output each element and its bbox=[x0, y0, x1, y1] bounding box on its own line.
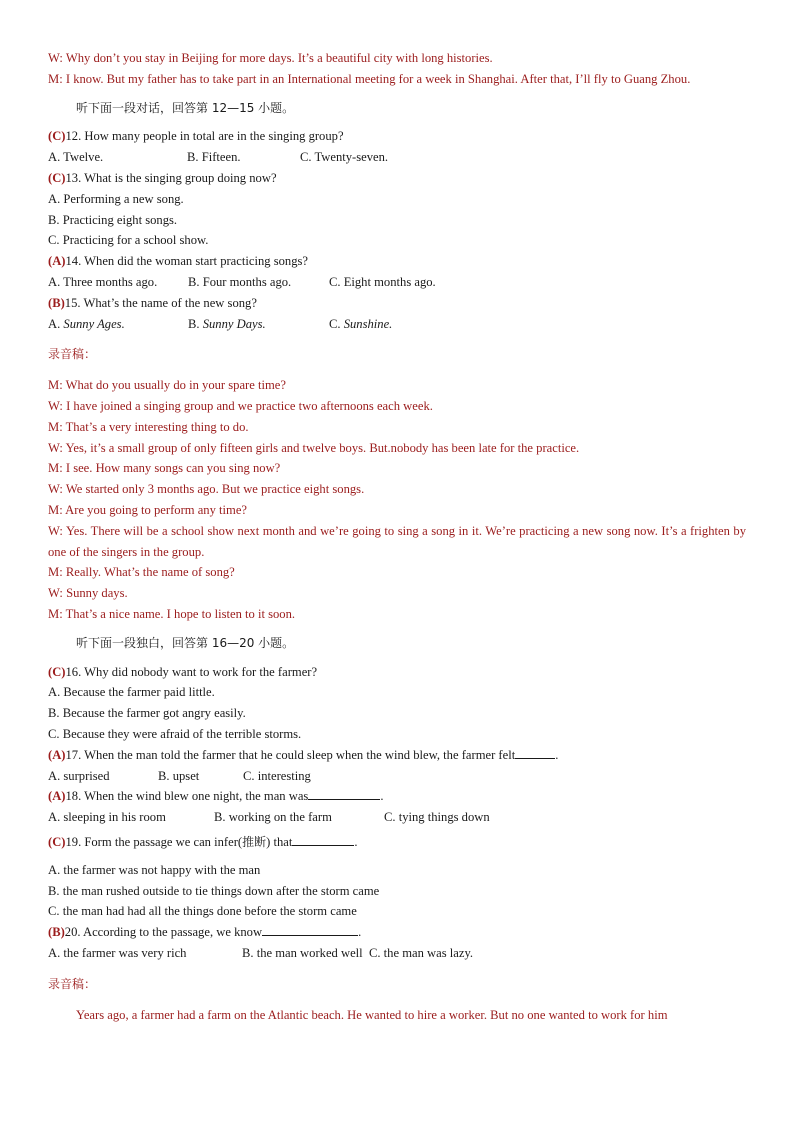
answer-key: (C) bbox=[48, 664, 66, 679]
answer-blank bbox=[515, 746, 555, 759]
dialog-line: M: I know. But my father has to take part in an International meeting for a week in Shanghai. After that, I’ll fly to Guang Zhou. bbox=[48, 71, 691, 86]
dialog-line: M: That’s a nice name. I hope to listen to it soon. bbox=[48, 606, 296, 621]
option-c: C. Because they were afraid of the terrible storms. bbox=[48, 726, 302, 741]
dialog-line: W: We started only 3 months ago. But we practice eight songs. bbox=[48, 482, 365, 497]
question-text: 14. When did the woman start practicing songs? bbox=[65, 254, 308, 269]
option-a: A. Performing a new song. bbox=[48, 191, 184, 206]
option-a: A. the farmer was very rich bbox=[48, 946, 187, 961]
option-letter: B. bbox=[188, 316, 203, 331]
question-text-zh: 推断 bbox=[242, 834, 267, 849]
answer-key: (A) bbox=[48, 747, 66, 762]
answer-key: (A) bbox=[48, 254, 66, 269]
option-a: A. Because the farmer paid little. bbox=[48, 685, 215, 700]
option-b: B. the man worked well bbox=[242, 946, 363, 961]
option-c: C. the man was lazy. bbox=[368, 946, 474, 961]
section-intro-12-15: 听下面一段对话，回答第 12—15 小题。 bbox=[76, 100, 295, 115]
question-15 bbox=[48, 293, 746, 314]
option-a: A. surprised bbox=[48, 768, 110, 783]
option-c bbox=[329, 314, 392, 335]
options-20 bbox=[48, 943, 746, 964]
question-17 bbox=[48, 745, 746, 766]
answer-key: (C) bbox=[48, 834, 66, 849]
question-end: . bbox=[555, 747, 559, 762]
question-18 bbox=[48, 786, 746, 807]
answer-blank bbox=[262, 923, 358, 936]
answer-blank bbox=[308, 787, 380, 800]
question-end: . bbox=[380, 789, 384, 804]
options-12 bbox=[48, 147, 746, 168]
option-text: Sunny Ages. bbox=[63, 316, 125, 331]
option-b: B. the man rushed outside to tie things down after the storm came bbox=[48, 883, 380, 898]
answer-key: (B) bbox=[48, 295, 65, 310]
option-a bbox=[48, 314, 188, 335]
answer-key: (B) bbox=[48, 925, 65, 940]
document-page bbox=[48, 48, 746, 1025]
section-intro-16-20: 听下面一段独白，回答第 16—20 小题。 bbox=[76, 635, 295, 650]
option-text: Sunshine. bbox=[343, 316, 393, 331]
question-13 bbox=[48, 168, 746, 189]
dialog-line: M: That’s a very interesting thing to do. bbox=[48, 419, 249, 434]
dialog-line: M: Really. What’s the name of song? bbox=[48, 565, 235, 580]
dialog-line: W: I have joined a singing group and we practice two afternoons each week. bbox=[48, 398, 433, 413]
answer-key: (C) bbox=[48, 170, 66, 185]
option-b: B. Four months ago. bbox=[188, 274, 292, 289]
option-a: A. the farmer was not happy with the man bbox=[48, 862, 261, 877]
option-letter: C. bbox=[329, 316, 344, 331]
option-c: C. the man had had all the things done before the storm came bbox=[48, 904, 357, 919]
option-b: B. Because the farmer got angry easily. bbox=[48, 706, 246, 721]
question-text: 12. How many people in total are in the singing group? bbox=[65, 129, 344, 144]
question-text-cont: ) that bbox=[266, 834, 293, 849]
question-text: 20. According to the passage, we know bbox=[64, 925, 263, 940]
dialog-line: W: Sunny days. bbox=[48, 586, 128, 601]
question-end: . bbox=[358, 925, 362, 940]
option-c: C. Twenty-seven. bbox=[300, 150, 389, 165]
question-text: 17. When the man told the farmer that he could sleep when the wind blew, the farmer felt bbox=[65, 747, 516, 762]
question-20 bbox=[48, 922, 746, 943]
dialog-line: W: Why don’t you stay in Beijing for more days. It’s a beautiful city with long histories. bbox=[48, 51, 493, 65]
question-16 bbox=[48, 662, 746, 683]
options-17 bbox=[48, 766, 746, 787]
answer-key: (C) bbox=[48, 129, 66, 144]
question-12 bbox=[48, 126, 746, 147]
question-19 bbox=[48, 828, 746, 856]
dialog-line: W: Yes. There will be a school show next month and we’re going to sing a song in it. We’re practicing a new song now. It’s a frighten by one of the singers in the group. bbox=[48, 523, 746, 559]
question-text: 13. What is the singing group doing now? bbox=[65, 170, 277, 185]
option-b: B. Fifteen. bbox=[187, 150, 241, 165]
question-text: 16. Why did nobody want to work for the farmer? bbox=[65, 664, 318, 679]
answer-key: (A) bbox=[48, 789, 66, 804]
question-end: . bbox=[354, 834, 358, 849]
option-b bbox=[188, 314, 329, 335]
answer-blank bbox=[292, 833, 354, 846]
option-a: A. sleeping in his room bbox=[48, 810, 166, 825]
option-c: C. Practicing for a school show. bbox=[48, 233, 209, 248]
options-18 bbox=[48, 807, 746, 828]
option-c: C. tying things down bbox=[384, 810, 490, 825]
question-text: 18. When the wind blew one night, the man was bbox=[65, 789, 309, 804]
dialog-line: M: What do you usually do in your spare time? bbox=[48, 378, 286, 393]
transcript-label: 录音稿： bbox=[48, 347, 97, 362]
dialog-line: W: Yes, it’s a small group of only fifteen girls and twelve boys. But.nobody has been late for the practice. bbox=[48, 440, 580, 455]
option-text: Sunny Days. bbox=[202, 316, 266, 331]
option-c: C. Eight months ago. bbox=[329, 274, 436, 289]
option-c: C. interesting bbox=[243, 768, 311, 783]
options-15 bbox=[48, 314, 746, 335]
dialog-line: M: Are you going to perform any time? bbox=[48, 502, 248, 517]
question-14 bbox=[48, 251, 746, 272]
option-b: B. working on the farm bbox=[214, 810, 332, 825]
option-a: A. Three months ago. bbox=[48, 274, 158, 289]
option-letter: A. bbox=[48, 316, 64, 331]
options-14 bbox=[48, 272, 746, 293]
question-text: 19. Form the passage we can infer( bbox=[65, 834, 243, 849]
option-b: B. Practicing eight songs. bbox=[48, 212, 178, 227]
option-b: B. upset bbox=[158, 768, 200, 783]
question-text: 15. What’s the name of the new song? bbox=[64, 295, 257, 310]
dialog-line: M: I see. How many songs can you sing now? bbox=[48, 461, 281, 476]
transcript-label: 录音稿： bbox=[48, 976, 97, 991]
monologue-text: Years ago, a farmer had a farm on the Atlantic beach. He wanted to hire a worker. But no one wanted to work for him bbox=[76, 1007, 668, 1022]
option-a: A. Twelve. bbox=[48, 150, 104, 165]
